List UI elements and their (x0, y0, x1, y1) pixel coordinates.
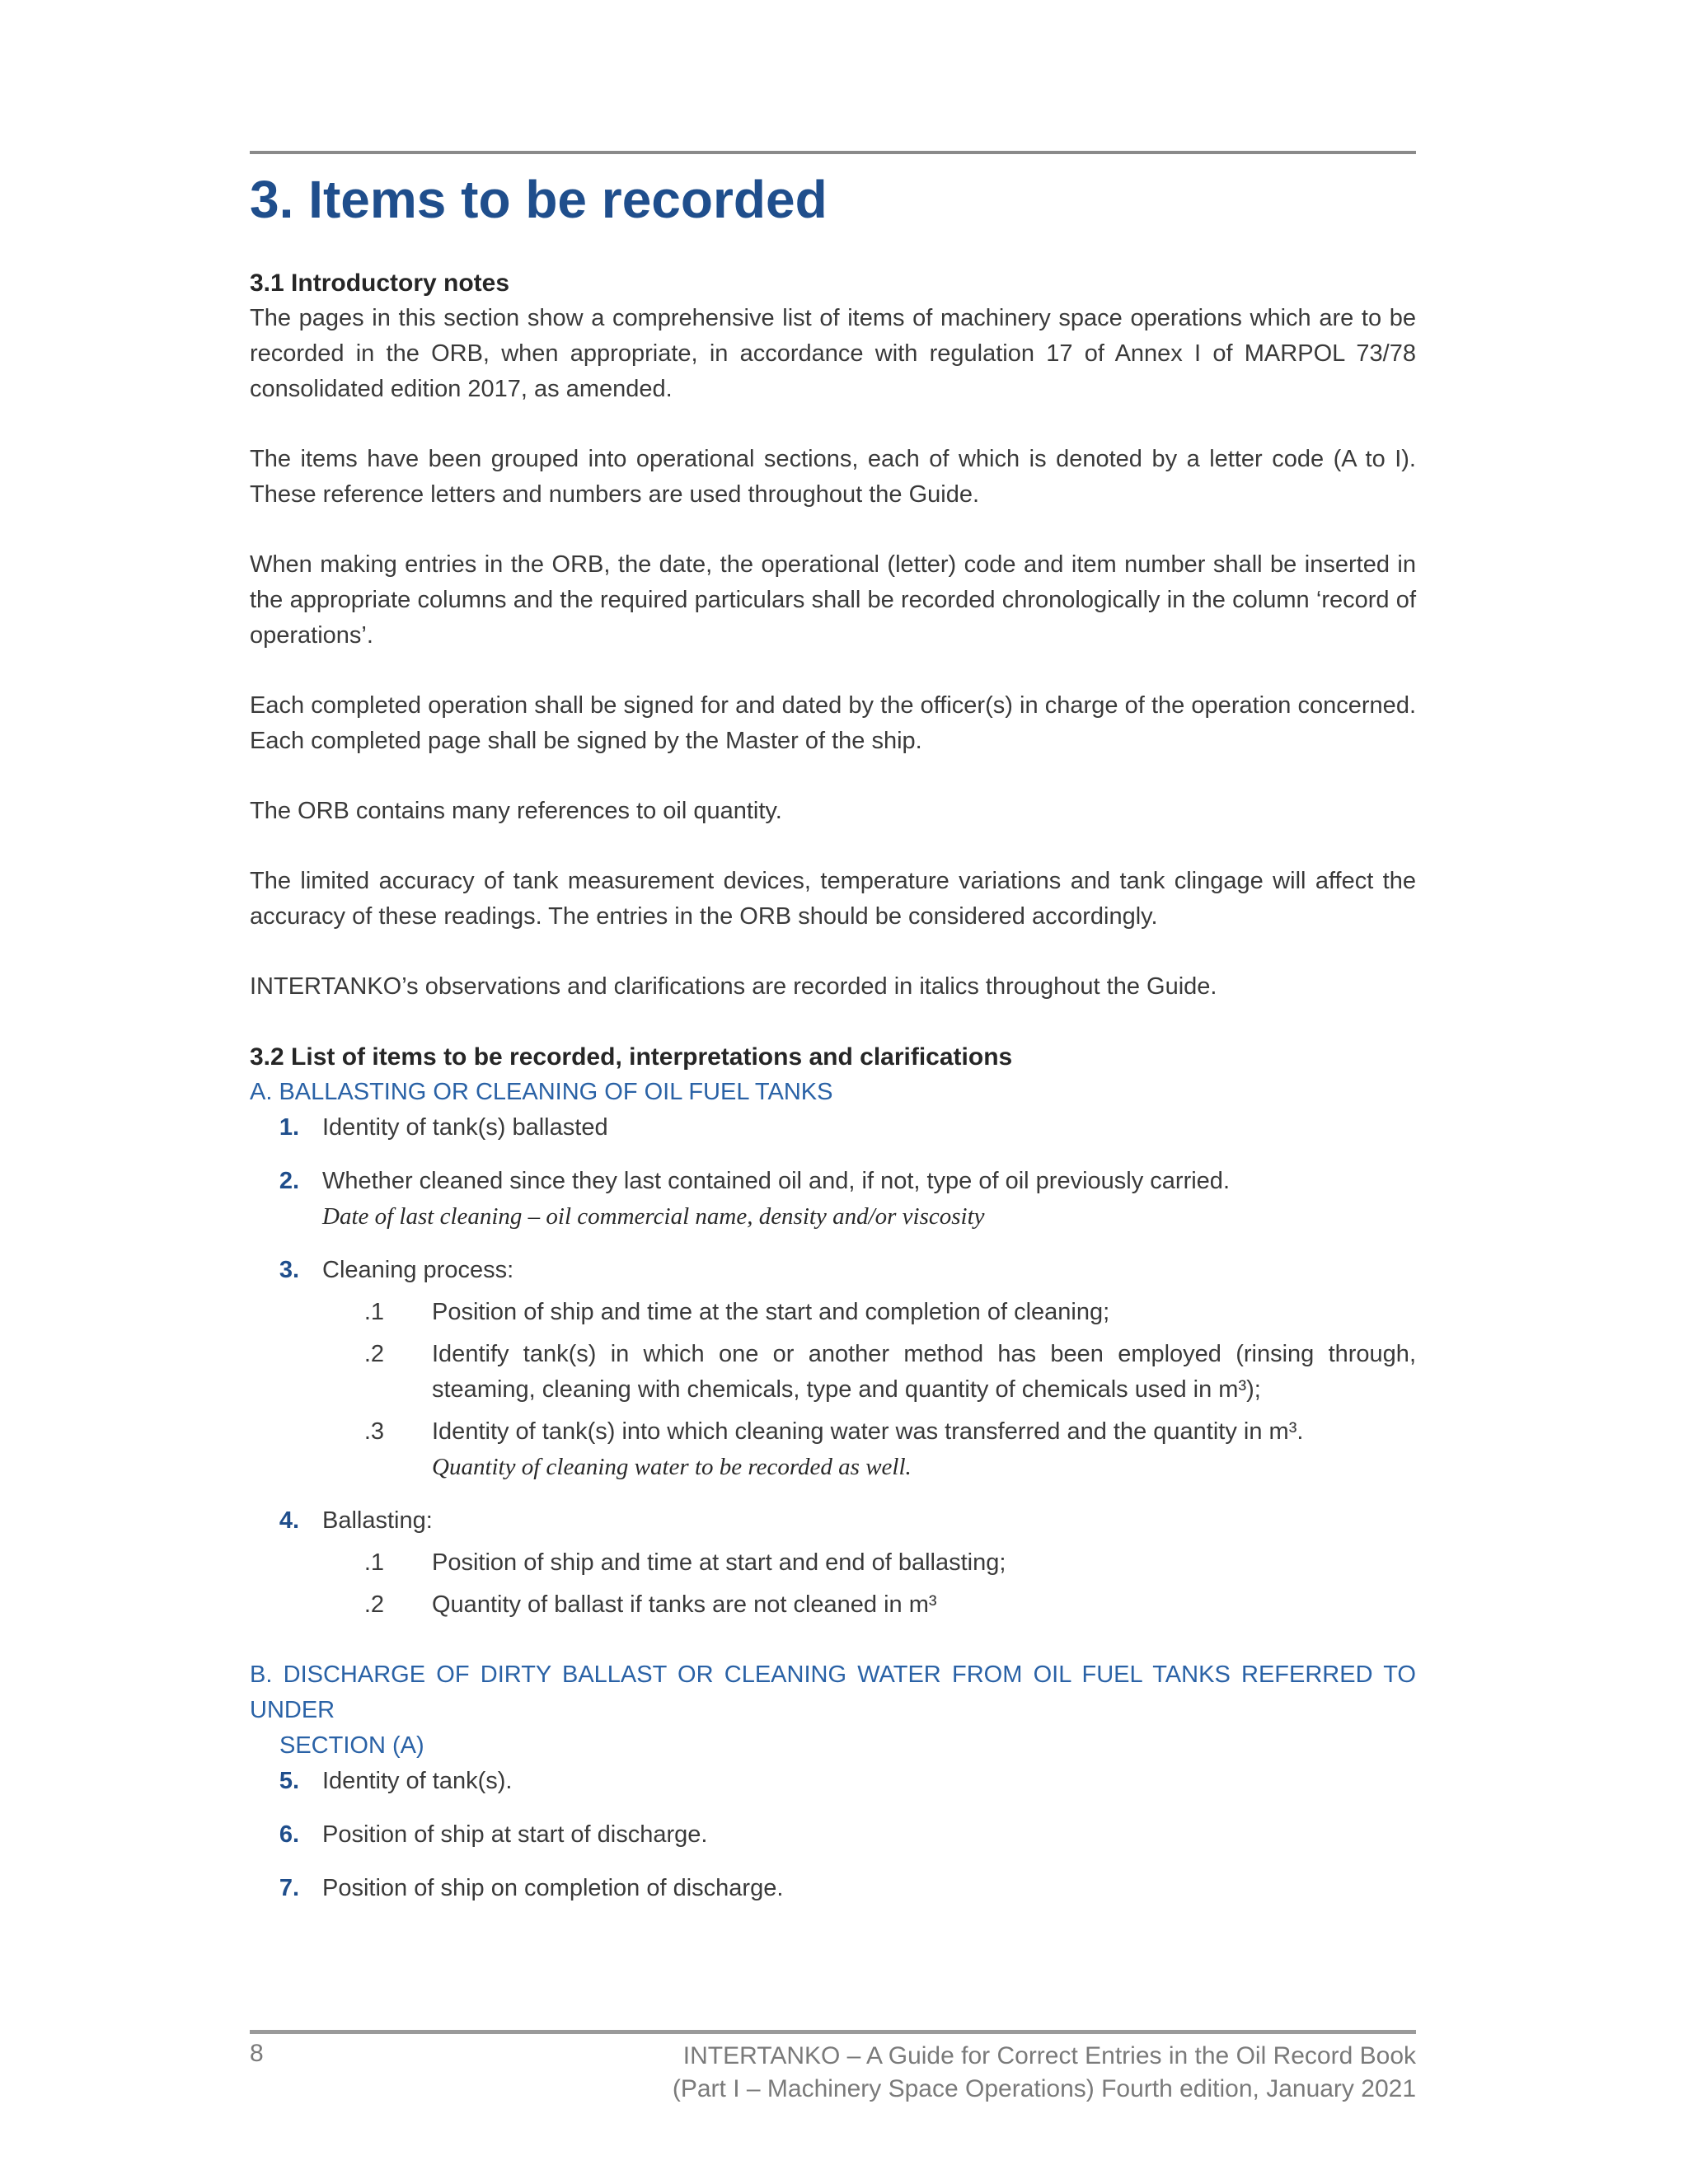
sub-item-number: .2 (363, 1341, 384, 1367)
paragraph-3: When making entries in the ORB, the date, the operational (letter) code and item number shall be inserted in the appropriate columns and the required particulars shall be recorded chronologically in the column ‘record of operations’. (250, 551, 1416, 649)
list-item (250, 1817, 1416, 1853)
sub-item (250, 1337, 1416, 1408)
sub-item (250, 1295, 1416, 1330)
paragraph-1: The pages in this section show a comprehensive list of items of machinery space operations which are to be recorded in the ORB, when appropriate, in accordance with regulation 17 of Annex I of MARPOL 73/78 consolidated edition 2017, as amended. (250, 305, 1416, 402)
sub-item-number: .2 (363, 1591, 384, 1618)
list-item (250, 1871, 1416, 1906)
item-text: Identity of tank(s) ballasted (322, 1114, 608, 1141)
item-number: 1. (279, 1114, 299, 1141)
item-body (322, 1164, 1416, 1235)
list-heading: 3.2 List of items to be recorded, interpretations and clarifications (250, 1043, 1013, 1071)
item-note: Date of last cleaning – oil commercial name, density and/or viscosity (322, 1203, 985, 1230)
sub-item-text: Position of ship and time at the start and completion of cleaning; (432, 1299, 1110, 1325)
paragraph-4: Each completed operation shall be signed for and dated by the officer(s) in charge of the operation concerned. Each completed page shall be signed by the Master of the ship. (250, 692, 1416, 754)
sub-item (250, 1545, 1416, 1581)
item-text: Whether cleaned since they last contained oil and, if not, type of oil previously carried. (322, 1168, 1230, 1194)
sub-item-number: .3 (363, 1418, 384, 1445)
paragraph-6: The limited accuracy of tank measurement devices, temperature variations and tank clingage will affect the accuracy of these readings. The entries in the ORB should be considered accordingly. (250, 868, 1416, 930)
section-b-heading (250, 1657, 1416, 1764)
sub-item-note: Quantity of cleaning water to be recorded as well. (432, 1454, 912, 1480)
item-number: 3. (279, 1257, 299, 1283)
list-item (250, 1164, 1416, 1235)
item-number: 7. (279, 1875, 299, 1901)
bottom-divider (250, 2030, 1416, 2034)
item-number: 5. (279, 1768, 299, 1794)
item-text: Position of ship on completion of discharge. (322, 1875, 784, 1901)
item-text: Position of ship at start of discharge. (322, 1821, 708, 1848)
paragraph-5: The ORB contains many references to oil quantity. (250, 798, 782, 824)
item-number: 4. (279, 1507, 299, 1534)
item-number: 2. (279, 1168, 299, 1194)
section-b-heading-line2: SECTION (A) (279, 1732, 424, 1759)
sub-item-text: Position of ship and time at start and end of ballasting; (432, 1549, 1006, 1576)
sub-item-text: Quantity of ballast if tanks are not cleaned in m³ (432, 1591, 937, 1618)
item-text: Identity of tank(s). (322, 1768, 513, 1794)
section-a-heading: A. BALLASTING OR CLEANING OF OIL FUEL TANKS (250, 1079, 833, 1105)
paragraph-7: INTERTANKO’s observations and clarifications are recorded in italics throughout the Guide. (250, 973, 1217, 1000)
sub-item-body (432, 1414, 1416, 1485)
section-b-heading-line1: B. DISCHARGE OF DIRTY BALLAST OR CLEANING WATER FROM OIL FUEL TANKS REFERRED TO UNDER (250, 1661, 1416, 1723)
sub-item (250, 1414, 1416, 1485)
footer-line-2: (Part I – Machinery Space Operations) Fourth edition, January 2021 (672, 2075, 1416, 2102)
list-item (250, 1503, 1416, 1539)
sub-item-text: Identity of tank(s) into which cleaning water was transferred and the quantity in m³. (432, 1418, 1304, 1445)
footer-line-1: INTERTANKO – A Guide for Correct Entries in the Oil Record Book (682, 2042, 1416, 2069)
page-content (250, 265, 1416, 1906)
intro-heading: 3.1 Introductory notes (250, 269, 510, 297)
list-item (250, 1110, 1416, 1146)
item-text: Ballasting: (322, 1507, 433, 1534)
page-number: 8 (250, 2040, 264, 2067)
page-title: 3. Items to be recorded (250, 170, 828, 229)
document-page (250, 0, 1416, 2184)
sub-item-number: .1 (363, 1549, 384, 1576)
list-item (250, 1764, 1416, 1799)
item-text: Cleaning process: (322, 1257, 514, 1283)
sub-item-text: Identify tank(s) in which one or another method has been employed (rinsing through, steaming, cleaning with chemicals, type and quantity of chemicals used in m³); (432, 1341, 1416, 1403)
list-item (250, 1253, 1416, 1288)
item-number: 6. (279, 1821, 299, 1848)
top-divider (250, 151, 1416, 154)
sub-item (250, 1587, 1416, 1623)
sub-item-number: .1 (363, 1299, 384, 1325)
paragraph-2: The items have been grouped into operational sections, each of which is denoted by a letter code (A to I). These reference letters and numbers are used throughout the Guide. (250, 446, 1416, 508)
footer-text (673, 2040, 1416, 2106)
